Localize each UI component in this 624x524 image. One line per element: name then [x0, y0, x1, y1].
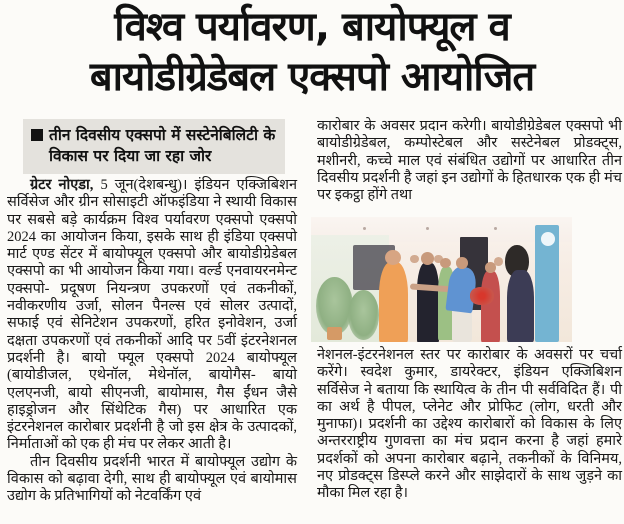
article-photo — [311, 217, 572, 342]
left-column — [7, 177, 297, 506]
photo-red-flowers — [470, 287, 493, 305]
photo-ceiling-light — [494, 227, 497, 230]
photo-person-red-saree — [481, 271, 501, 342]
subhead-line-1 — [31, 125, 279, 146]
photo-plant — [316, 277, 353, 335]
photo-person-blue-blazer-legs — [452, 308, 472, 342]
left-paragraph-1-text: इंडियन एक्जिबिशन सर्विसेज और ग्रीन सोसाइटी ऑफइंडिया ने स्थायी विकास पर सबसे बड़े कार्यक्रम विश्व पर्यावरण एक्सपो एक्सपो 2024 का आयोजन किया, इसके साथ ही इंडिया एक्सपो मार्ट एण्ड सेंटर में बायोफ्यूल एक्सपो और बायोडीग्रेडेबल एक्सपो का भी आयोजन किया गया। वर्ल्ड एनवायरनमेन्ट एक्सपो- प्रदूषण नियन्त्रण उपकरणों एवं तकनीकों, नवीकरणीय उर्जा, सोलन पैनल्स एवं सोलर उत्पादों, सफाई एवं सेनिटेशन उपकरणों, हरित इनोवेशन, उर्जा दक्षता उपकरणों एवं तकनीकों आदि पर 5वीं इंटरनेशनल प्रदर्शनी है। बायो फ्यूल एक्सपो 2024 बायोफ्यूल (बायोडीजल, एथेनॉल, मेथेनॉल, बायोगैस- बायो एलएनजी, बायो सीएनजी, बायोमास, गैस ईंधन जैसे हाइड्रोजन और सिंथेटिक गैस) पर आधारित एक इंटरनेशनल कारोबार प्रदर्शनी है जो इस क्षेत्र के उत्पादकों, निर्माताओं को एक ही मंच पर लेकर आती है। — [7, 177, 297, 453]
photo-person-dark-dress — [507, 270, 534, 343]
photo-banner-logo — [541, 232, 555, 246]
headline-line-1: विश्व पर्यावरण, बायोफ्यूल व — [114, 4, 510, 50]
right-paragraph-2: नेशनल-इंटरनेशनल स्तर पर कारोबार के अवसरों पर चर्चा करेंगे। स्वदेश कुमार, डायरेक्टर, इंडियन एक्जिबिशन सर्विसेज ने बताया कि स्थायित्व के तीन पी सर्वविदित हैं। पी का अर्थ है पीपल, प्लेनेट और प्रोफिट (लोग, धरती और मुनाफा)। प्रदर्शनी का उद्देश्य कारोबारों को विकास के लिए अन्तरराष्ट्रीय गुणवत्ता का मंच प्रदान करना है जहां हमारे प्रदर्शकों को अपना कारोबार बढ़ाने, तकनीकों के विनिमय, नए प्रोडक्ट्स डिस्प्ले करने और साझेदारों के साथ जुड़ने का मौका मिल रहा है। — [317, 347, 622, 502]
photo-person-blue-blazer-head — [456, 257, 469, 269]
photo-ceiling-light — [426, 227, 429, 230]
photo-person-black-suit — [417, 263, 439, 342]
photo-person-monk-head — [385, 250, 401, 265]
photo-person-monk — [379, 262, 408, 342]
photo-person-black-suit-head — [421, 252, 434, 265]
photo-person-red-saree-head — [485, 262, 496, 273]
photo-person-green-saree-head — [440, 258, 450, 268]
right-paragraph-1: कारोबार के अवसर प्रदान करेगी। बायोडीग्रेडेबल एक्सपो भी बायोडीग्रेडेबल, कम्पोस्टेबल और सस्टेनेबल प्रोडक्ट्स, मशीनरी, कच्चे माल एवं संबंधित उद्योगों पर आधारित तीन दिवसीय प्रदर्शनी है जहां इन उद्योगों के हितधारक एक ही मंच पर इकट्ठा होंगे तथा — [317, 118, 622, 204]
dateline-location: ग्रेटर नोएडा, — [30, 177, 94, 193]
photo-plant — [348, 290, 379, 340]
article-headline — [0, 2, 624, 102]
photo-background-person — [410, 255, 419, 264]
headline-line-2: बायोडीग्रेडेबल एक्सपो आयोजित — [89, 54, 535, 100]
photo-plant-pot — [327, 327, 343, 340]
left-paragraph-1 — [7, 177, 297, 454]
left-paragraph-2: तीन दिवसीय प्रदर्शनी भारत में बायोफ्यूल उद्योग के विकास को बढ़ावा देगी, साथ ही बायोफ्यूल एवं बायोमास उद्योग के प्रतिभागियों को नेटवर्किंग एवं — [7, 453, 297, 505]
dateline-agency: 5 जून(देशबन्धु)। — [93, 177, 195, 193]
square-bullet-icon — [31, 129, 43, 141]
subhead-box — [23, 119, 285, 174]
subhead-text-2: विकास पर दिया जा रहा जोर — [49, 147, 212, 165]
subhead-text-1: तीन दिवसीय एक्सपो में सस्टेनेबिलिटी के — [49, 126, 276, 144]
